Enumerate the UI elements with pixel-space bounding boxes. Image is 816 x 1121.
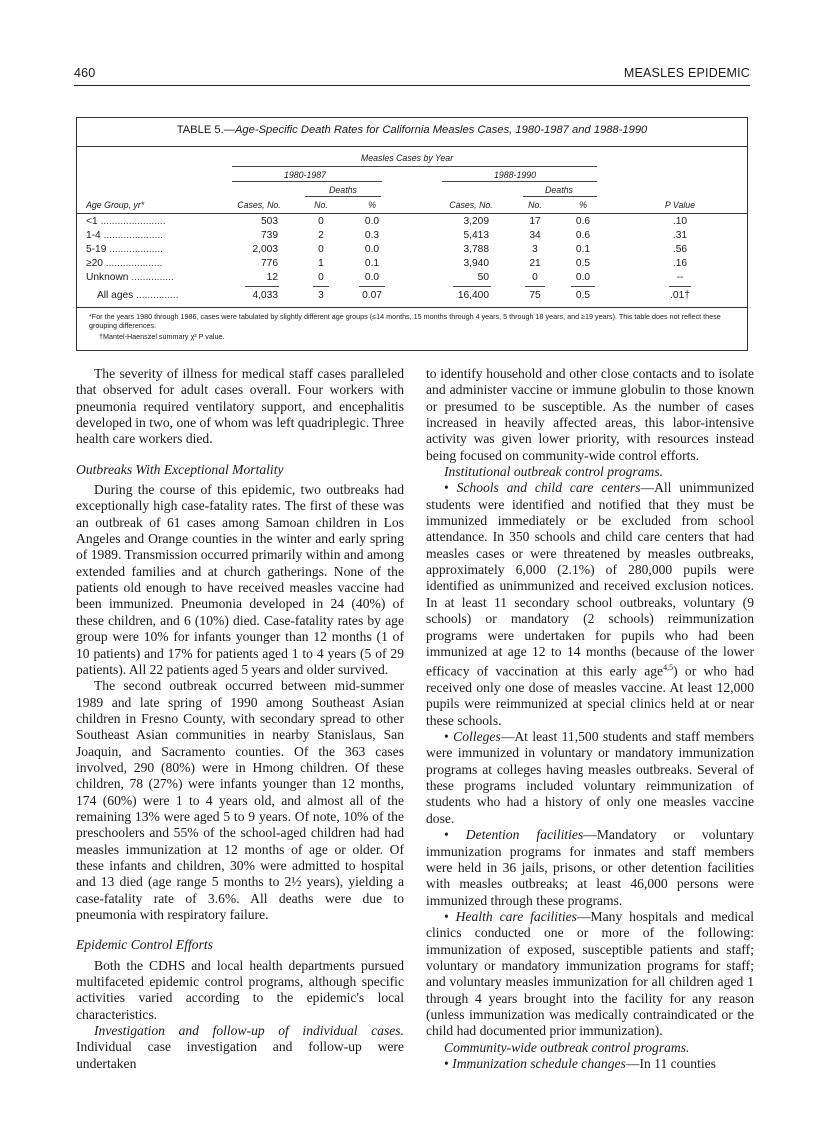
bullet-item: • Schools and child care centers—All unimmunized students were identified and notified that they must be immunized immediately or be excluded from school attendance. In 350 schools and child care centers that had measles cases or were threatened by measles outbreaks, approximately 6,000 (2.1%) of 280,000 pupils were identified as unimmunized and received exclusion notices. In at least 11 secondary school outbreaks, voluntary (9 schools) or mandatory (2 schools) reimmunization programs were undertaken for pupils who had been immunized at age 12 to 14 months (because of the lower efficacy of vaccination at this early age$^{4,5}$) or who had received only one dose of measles vaccine. At least 12,000 pupils were reimmunized at special clinics held at or near these schools. (426, 480, 754, 728)
right-column (426, 366, 754, 1072)
pct1-cell: 0.3 (364, 230, 380, 241)
age-cell: ≥20 .................... (86, 258, 163, 269)
deaths2-cell: 0 (532, 272, 538, 283)
table-title-text: Age-Specific Death Rates for California Measles Cases, 1980-1987 and 1988-1990 (234, 124, 648, 136)
deaths1-cell: 0 (318, 216, 324, 227)
pct2-cell: 0.0 (575, 272, 591, 283)
period1-rule (232, 181, 382, 182)
table-footnote-1: *For the years 1980 through 1986, cases were tabulated by slightly different age groups (≤14 months, 15 months through 4 years, 5 through 18 years, and ≥19 years). This table does not reflect these grouping differences. (89, 312, 721, 330)
pvalue-cell: -- (676, 272, 684, 283)
section-heading: Outbreaks With Exceptional Mortality (76, 461, 284, 477)
bullet-lead: Colleges (453, 729, 501, 745)
page-number: 460 (74, 66, 96, 80)
period1-label: 1980-1987 (283, 170, 327, 180)
pvalue-cell: .56 (672, 244, 688, 255)
paragraph: During the course of this epidemic, two outbreaks had exceptionally high case-fatality rates. The first of these was an outbreak of 61 cases among Samoan children in Los Angeles and Orange counties in the winter and early spring of 1989. Transmission occurred primarily within and among extended families and at church gatherings. None of the patients old enough to have received measles vaccine had been immunized. Pneumonia developed in 24 (40%) of these children, and 6 (10%) died. Case-fatality rates by age group were 10% for infants younger than 12 months (1 of 10 patients) and 17% for patients aged 1 to 4 years (5 of 29 patients). All 22 patients aged 5 years and older survived. (76, 482, 404, 677)
cases1-cell: 776 (261, 258, 278, 269)
pvalue-cell: .10 (672, 216, 688, 227)
period2-label: 1988-1990 (493, 170, 537, 180)
bullet-text: —At least 11,500 students and staff members were immunized in voluntary or mandatory immunization programs at colleges having measles outbreaks. Several of these programs included voluntary reimmunization of students who had a history of only one measles vaccine dose. (426, 729, 754, 826)
deaths2-rule (523, 196, 597, 197)
table-row (77, 272, 747, 286)
pct2-cell: 0.6 (575, 230, 591, 241)
deaths1-cell: 1 (318, 258, 324, 269)
bullet-lead: Immunization schedule changes (452, 1055, 626, 1071)
deaths2-cell: 21 (529, 258, 541, 269)
cases2-cell: 5,413 (463, 230, 489, 241)
cases2-cell: 3,209 (463, 216, 489, 227)
col-no-2: No. (528, 200, 542, 210)
col-age-group: Age Group, yr* (86, 200, 145, 210)
table-title (77, 124, 747, 136)
cases1-cell: 12 (266, 272, 278, 283)
pct2-cell: 0.5 (575, 290, 591, 301)
subheading: Institutional outbreak control programs. (444, 464, 664, 480)
pct1-cell: 0.0 (364, 272, 380, 283)
period2-rule (442, 181, 597, 182)
cases1-cell: 503 (261, 216, 278, 227)
bullet-text-tail: ) or who had received only one dose of measles vaccine. At least 12,000 pupils were reimmunized at special clinics held at or near these schools. (426, 663, 754, 728)
sum-rule (525, 286, 545, 287)
table-row (77, 244, 747, 258)
bullet-text: —Many hospitals and medical clinics conducted one or more of the following: immunization of exposed, susceptible patients and staff; voluntary or mandatory immunization programs for staff; and voluntary measles immunization for all children aged 1 through 4 years brought into the facility for any reason (unless immunization was medically contraindicated or the child had documented prior immunization). (426, 908, 754, 1039)
deaths1-cell: 3 (318, 290, 324, 301)
bullet-item: • Detention facilities—Mandatory or voluntary immunization programs for inmates and staff members were held in 36 jails, prisons, or other detention facilities with measles outbreaks; at least 46,000 persons were immunized through these programs. (426, 827, 754, 908)
pct2-cell: 0.1 (575, 244, 591, 255)
col-pct-2: % (579, 200, 587, 210)
sum-rule (359, 286, 385, 287)
deaths2-cell: 3 (532, 244, 538, 255)
header-bottom-rule (77, 213, 747, 214)
cases2-cell: 3,940 (463, 258, 489, 269)
paragraph: The second outbreak occurred between mid-summer 1989 and late spring of 1990 among Southeast Asian children in Fresno County, with secondary spread to other Southeast Asian communities in nearby Stanislaus, San Joaquin, and Sacramento counties. Of the 363 cases involved, 290 (80%) were in Hmong children. Of these children, 78 (27%) were infants younger than 12 months, 174 (60%) were 1 to 4 years old, and almost all of the remaining 13% were aged 5 to 9 years. Of note, 10% of the preschoolers and 55% of the school-aged children had had measles immunization at 12 months of age or older. Of these infants and children, 30% were admitted to hospital and 13 died (age range 5 months to 2½ years), yielding a case-fatality rate of 3.6%. All deaths were due to pneumonia with respiratory failure. (76, 678, 404, 922)
pct1-cell: 0.0 (364, 216, 380, 227)
age-cell: <1 ....................... (86, 216, 166, 227)
col-pct-1: % (368, 200, 376, 210)
sum-rule (245, 286, 279, 287)
bullet-text: —Mandatory or voluntary immunization programs for inmates and staff members were held in 36 jails, prisons, or other detention facilities with measles outbreaks; at least 46,000 persons were immunized through these programs. (426, 827, 754, 908)
cases2-cell: 16,400 (457, 290, 489, 301)
paragraph (76, 1023, 404, 1072)
table-5 (76, 117, 748, 351)
pct2-cell: 0.5 (575, 258, 591, 269)
table-title-rule (77, 146, 747, 147)
citation: 4,5 (663, 663, 674, 673)
header-rule (74, 85, 750, 86)
run-in-heading: Investigation and follow-up of individual cases. (94, 1023, 404, 1039)
bullet-item: • Immunization schedule changes—In 11 counties (444, 1055, 716, 1071)
table-bottom-rule (77, 307, 747, 308)
pct1-cell: 0.1 (364, 258, 380, 269)
col-cases-2: Cases, No. (449, 200, 493, 210)
left-column (76, 366, 404, 1072)
deaths2-cell: 17 (529, 216, 541, 227)
cases1-cell: 739 (261, 230, 278, 241)
spanner-rule (232, 166, 597, 167)
deaths2-cell: 75 (529, 290, 541, 301)
col-no-1: No. (314, 200, 328, 210)
bullet-lead: Detention facilities (465, 827, 584, 843)
table-footnote-2: †Mantel-Haenszel summary χ² P value. (99, 332, 225, 341)
age-cell: All ages ............... (97, 290, 179, 301)
sum-rule (571, 286, 595, 287)
pvalue-cell: .01† (670, 290, 690, 301)
deaths1-cell: 0 (318, 272, 324, 283)
cases1-cell: 4,033 (252, 290, 278, 301)
deaths2-cell: 34 (529, 230, 541, 241)
bullet-text: —In 11 counties (625, 1055, 716, 1071)
table-label: TABLE 5.— (176, 124, 235, 136)
age-cell: 5-19 ................... (86, 244, 163, 255)
cases2-cell: 3,788 (463, 244, 489, 255)
bullet-lead: Health care facilities (455, 908, 577, 924)
paragraph: Both the CDHS and local health departments pursued multifaceted epidemic control programs, although specific activities varied according to the epidemic's local characteristics. (76, 957, 404, 1022)
subheading: Community-wide outbreak control programs. (444, 1039, 690, 1055)
deaths1-rule (305, 196, 381, 197)
sum-rule (669, 286, 691, 287)
running-title: MEASLES EPIDEMIC (623, 66, 750, 80)
table-row (77, 216, 747, 230)
pvalue-cell: .16 (672, 258, 688, 269)
col-cases-1: Cases, No. (237, 200, 281, 210)
paragraph: The severity of illness for medical staff cases paralleled that observed for adult cases overall. Four workers with pneumonia required ventilatory support, and encephalitis developed in two, one of whom was left quadriplegic. Three health care workers died. (76, 366, 404, 447)
table-row (77, 258, 747, 272)
deaths1-cell: 2 (318, 230, 324, 241)
table-row-total (77, 290, 747, 304)
sum-rule (313, 286, 329, 287)
age-cell: Unknown ............... (86, 272, 174, 283)
paragraph-text: Individual case investigation and follow-up were undertaken (76, 1039, 404, 1071)
bullet-lead: Schools and child care centers (456, 480, 641, 496)
paragraph: to identify household and other close contacts and to isolate and administer vaccine or immune globulin to those known or presumed to be susceptible. As the number of cases increased in heavily affected areas, this labor-intensive activity was given lower priority, with resources instead being focused on community-wide control efforts. (426, 366, 754, 463)
deaths2-label: Deaths (545, 185, 573, 195)
col-p-value: P Value (664, 200, 696, 210)
bullet-item: • Health care facilities—Many hospitals and medical clinics conducted one or more of the following: immunization of exposed, susceptible patients and staff; voluntary or mandatory immunization programs for staff; and voluntary measles immunization for all children aged 1 through 4 years brought into the facility for any reason (unless immunization was medically contraindicated or the child had documented prior immunization). (426, 908, 754, 1039)
pct2-cell: 0.6 (575, 216, 591, 227)
table-row (77, 230, 747, 244)
age-cell: 1-4 ..................... (86, 230, 164, 241)
pct1-cell: 0.07 (362, 290, 382, 301)
spanner-label: Measles Cases by Year (360, 153, 454, 163)
deaths1-label: Deaths (329, 185, 357, 195)
pct1-cell: 0.0 (364, 244, 380, 255)
bullet-text: —All unimmunized students were identified and notified that they must be immunized immediately or be excluded from school attendance. In 350 schools and child care centers that had measles cases or were threatened by measles outbreaks, approximately 6,000 (2.1%) of 280,000 pupils were identified as unimmunized and received exclusion notices. In at least 11 secondary school outbreaks, voluntary (9 schools) or mandatory (2 schools) reimmunization programs were undertaken for pupils who had been immunized at age 12 to 14 months (because of the lower efficacy of vaccination at this early age (426, 480, 754, 679)
pvalue-cell: .31 (672, 230, 688, 241)
sum-rule (453, 286, 491, 287)
deaths1-cell: 0 (318, 244, 324, 255)
bullet-item: • Colleges—At least 11,500 students and staff members were immunized in voluntary or mandatory immunization programs at colleges having measles outbreaks. Several of these programs included voluntary reimmunization of students who had a history of only one measles vaccine dose. (426, 729, 754, 826)
section-heading: Epidemic Control Efforts (76, 937, 213, 953)
cases2-cell: 50 (477, 272, 489, 283)
cases1-cell: 2,003 (252, 244, 278, 255)
